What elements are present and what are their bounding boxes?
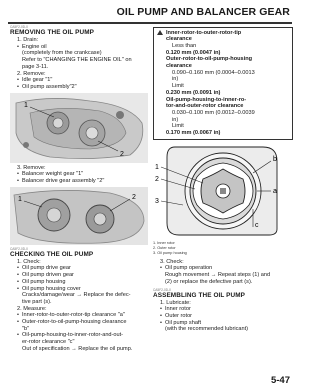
bullet-icon: • xyxy=(17,332,19,339)
detail: (completely from the crankcase) xyxy=(22,50,102,57)
bullet: • Balancer weight gear "1" xyxy=(17,171,84,178)
bullet: • Engine oil xyxy=(17,43,47,50)
bullet-icon: • xyxy=(160,312,162,319)
spec-line: 0.120 mm (0.0047 in) xyxy=(166,49,221,56)
step: 2. Remove: xyxy=(17,70,46,77)
bullet-icon: • xyxy=(17,77,19,84)
legend-item: 1. Inner rotor xyxy=(153,240,175,245)
heading-removing: REMOVING THE OIL PUMP xyxy=(10,29,95,36)
bullet-icon: • xyxy=(17,285,19,292)
callout-b: b xyxy=(273,155,277,163)
spec-icon xyxy=(157,30,163,35)
bullet: • Oil pump operation xyxy=(160,265,213,272)
step: 3. Remove: xyxy=(17,164,46,171)
bullet: • Idle gear "1" xyxy=(17,77,53,84)
step: 1. Check: xyxy=(17,258,41,265)
detail: Refer to "CHANGING THE ENGINE OIL" on xyxy=(22,57,132,64)
bullet: • Outer rotor xyxy=(160,312,193,319)
bullet: • Oil pump housing xyxy=(17,278,66,285)
page-title: OIL PUMP AND BALANCER GEAR xyxy=(116,6,290,18)
section-code: CA5F2-0D-0 xyxy=(153,287,171,292)
detail: Out of specification → Replace the oil pump. xyxy=(22,345,133,352)
spec-line: 0.030–0.100 mm (0.0012–0.0039 xyxy=(172,109,255,116)
bullet: • Oil-pump-housing-to-inner-rotor-and-out- xyxy=(17,332,124,339)
detail: page 3-11. xyxy=(22,63,49,70)
bullet-icon: • xyxy=(17,171,19,178)
heading-checking: CHECKING THE OIL PUMP xyxy=(10,250,94,258)
bullet: • Inner-rotor-to-outer-rotor-tip clearance "a" xyxy=(17,312,125,319)
spec-line: tor-and-outer-rotor clearance xyxy=(166,103,244,110)
left-column xyxy=(10,25,148,353)
spec-line: Oil-pump-housing-to-inner-ro- xyxy=(166,96,247,103)
bullet-icon: • xyxy=(17,319,19,326)
heading-assembling: ASSEMBLING THE OIL PUMP xyxy=(153,291,246,299)
step: 2. Measure: xyxy=(17,305,47,312)
bullet-icon: • xyxy=(17,43,19,50)
specification-box xyxy=(153,27,293,140)
bullet: • Oil pump drive gear xyxy=(17,265,71,272)
spec-line: Limit xyxy=(172,123,184,130)
detail: Rough movement → Repeat steps (1) and xyxy=(165,272,271,279)
bullet-icon: • xyxy=(160,319,162,326)
balancer-gears-illustration xyxy=(10,187,148,245)
spec-line: in) xyxy=(172,76,179,83)
spec-line: Outer-rotor-to-oil-pump-housing xyxy=(166,56,253,63)
figure-legend xyxy=(153,241,293,256)
spec-line: clearance xyxy=(166,36,192,43)
bullet-icon: • xyxy=(160,306,162,313)
oil-pump-rotor-diagram xyxy=(153,143,293,239)
callout-c: c xyxy=(255,221,259,229)
spec-line: 0.170 mm (0.0067 in) xyxy=(166,130,221,137)
right-column xyxy=(153,25,293,333)
callout-2: 2 xyxy=(120,150,124,158)
bullet: • Outer-rotor-to-oil-pump-housing clearance xyxy=(17,319,127,326)
callout-3: 3 xyxy=(155,197,159,205)
callout-1: 1 xyxy=(24,101,28,109)
legend-item: 2. Outer rotor xyxy=(153,245,176,250)
bullet: • Oil pump housing cover xyxy=(17,285,81,292)
figure-rotor-clearance xyxy=(153,143,293,239)
spec-line: Less than xyxy=(172,42,197,49)
bullet: • Balancer drive gear assembly "2" xyxy=(17,178,105,185)
bullet-icon: • xyxy=(17,265,19,272)
bullet-icon: • xyxy=(17,178,19,185)
figure-oil-pump-removal xyxy=(10,93,148,163)
bullet-icon: • xyxy=(17,312,19,319)
page-number: 5-47 xyxy=(270,375,290,386)
bullet-icon: • xyxy=(17,83,19,90)
bullet: • Oil pump shaft xyxy=(160,319,202,326)
step: 1. Lubricate: xyxy=(160,299,191,306)
legend-item: 3. Oil pump housing xyxy=(153,250,187,255)
spec-line: clearance xyxy=(166,63,192,70)
bullet-icon: • xyxy=(17,278,19,285)
bullet: • Inner rotor xyxy=(160,306,191,313)
bullet-icon: • xyxy=(17,272,19,279)
detail: er-rotor clearance "c" xyxy=(22,339,75,346)
callout-1: 1 xyxy=(18,195,22,203)
section-code: CA5F2-0D-0 xyxy=(10,25,28,29)
spec-line: in) xyxy=(172,116,179,123)
callout-2: 2 xyxy=(132,193,136,201)
callout-2: 2 xyxy=(155,175,159,183)
detail: tive part (s). xyxy=(22,298,52,305)
bullet: • Oil pump driven gear xyxy=(17,272,74,279)
callout-a: a xyxy=(273,187,277,195)
spec-line: 0.230 mm (0.0091 in) xyxy=(166,89,221,96)
section-code: CA5F2-0D-0 xyxy=(10,246,28,251)
step: 1. Drain: xyxy=(17,37,39,43)
detail: "b" xyxy=(22,325,30,332)
spec-line: 0.090–0.160 mm (0.0004–0.0013 xyxy=(172,69,255,76)
callout-1: 1 xyxy=(155,163,159,171)
bullet-icon: • xyxy=(160,265,162,272)
title-rule xyxy=(8,22,292,24)
spec-line: Limit xyxy=(172,83,184,90)
figure-balancer-gear-removal xyxy=(10,187,148,245)
step: 3. Check: xyxy=(160,258,184,265)
detail: (with the recommended lubricant) xyxy=(165,326,249,333)
detail: Cracks/damage/wear → Replace the defec- xyxy=(22,292,131,299)
detail: (2) or replace the defective part (s). xyxy=(165,278,253,285)
spec-line: Inner-rotor-to-outer-rotor-tip xyxy=(166,29,242,36)
bullet: • Oil pump assembly"2" xyxy=(17,83,77,90)
engine-case-illustration xyxy=(10,93,148,163)
